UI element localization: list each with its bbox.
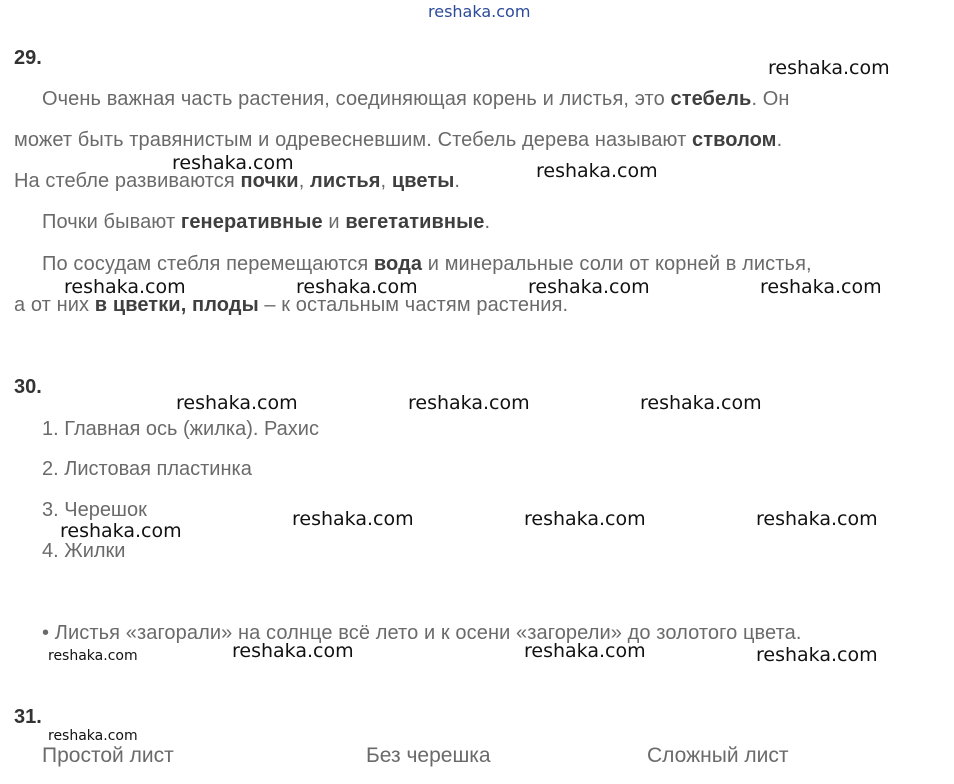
watermark: reshaka.com [528, 276, 650, 298]
section-29-line-4 [42, 211, 490, 234]
term-flowers: цветы [391, 170, 455, 192]
section-30-bullet: • Листья «загорали» на солнце всё лето и к осени «загорели» до золотого цвета. [42, 622, 802, 644]
text-fragment: . [776, 129, 783, 151]
watermark: reshaka.com [172, 152, 294, 174]
watermark: reshaka.com [756, 508, 878, 530]
list-item: 4. Жилки [42, 540, 126, 562]
text-fragment: На стебле развиваются [14, 170, 241, 192]
term-vegetative: вегетативные [345, 211, 485, 233]
watermark: reshaka.com [536, 160, 658, 182]
watermark: reshaka.com [640, 392, 762, 414]
watermark-small: reshaka.com [48, 728, 138, 744]
watermark: reshaka.com [176, 392, 298, 414]
watermark: reshaka.com [756, 644, 878, 666]
watermark: reshaka.com [524, 508, 646, 530]
site-watermark-top: reshaka.com [428, 2, 531, 21]
list-item: 1. Главная ось (жилка). Рахис [42, 418, 319, 440]
watermark: reshaka.com [232, 640, 354, 662]
section-29-line-1 [42, 88, 790, 111]
column-compound-leaf: Сложный лист [647, 744, 789, 767]
text-fragment: Очень важная часть растения, соединяющая корень и листья, это [42, 88, 671, 110]
text-fragment: По сосудам стебля перемещаются [42, 253, 374, 275]
text-fragment: , [380, 170, 392, 192]
list-item: 2. Листовая пластинка [42, 458, 252, 480]
text-fragment: Почки бывают [42, 211, 181, 233]
term-buds: почки [240, 170, 299, 192]
watermark: reshaka.com [408, 392, 530, 414]
term-flowers-fruits: в цветки, плоды [94, 294, 259, 316]
text-fragment: а от них [14, 294, 95, 316]
column-simple-leaf: Простой лист [42, 744, 174, 767]
section-29-line-2 [14, 129, 782, 152]
text-fragment: может быть травянистым и одревесневшим. Стебель дерева называют [14, 129, 693, 151]
section-30-number: 30. [14, 376, 42, 398]
section-29-line-5 [42, 253, 812, 276]
text-fragment: и минеральные соли от корней в листья, [422, 253, 812, 275]
watermark: reshaka.com [296, 276, 418, 298]
term-stem: стебель [670, 88, 752, 110]
term-trunk: стволом [692, 129, 777, 151]
section-31-number: 31. [14, 706, 42, 728]
watermark: reshaka.com [760, 276, 882, 298]
watermark: reshaka.com [292, 508, 414, 530]
watermark: reshaka.com [524, 640, 646, 662]
term-generative: генеративные [180, 211, 323, 233]
section-29-number: 29. [14, 47, 42, 69]
text-fragment: . Он [751, 88, 790, 110]
text-fragment: . [454, 170, 461, 192]
watermark: reshaka.com [64, 276, 186, 298]
watermark: reshaka.com [60, 520, 182, 542]
column-no-petiole: Без черешка [366, 744, 491, 767]
text-fragment: – к остальным частям растения. [258, 294, 569, 316]
list-item: 3. Черешок [42, 499, 147, 521]
text-fragment: , [298, 170, 311, 192]
watermark-small: reshaka.com [48, 648, 138, 664]
watermark: reshaka.com [768, 57, 890, 79]
text-fragment: и [322, 211, 346, 233]
term-water: вода [373, 253, 423, 275]
text-fragment: . [484, 211, 491, 233]
term-leaves: листья [310, 170, 381, 192]
